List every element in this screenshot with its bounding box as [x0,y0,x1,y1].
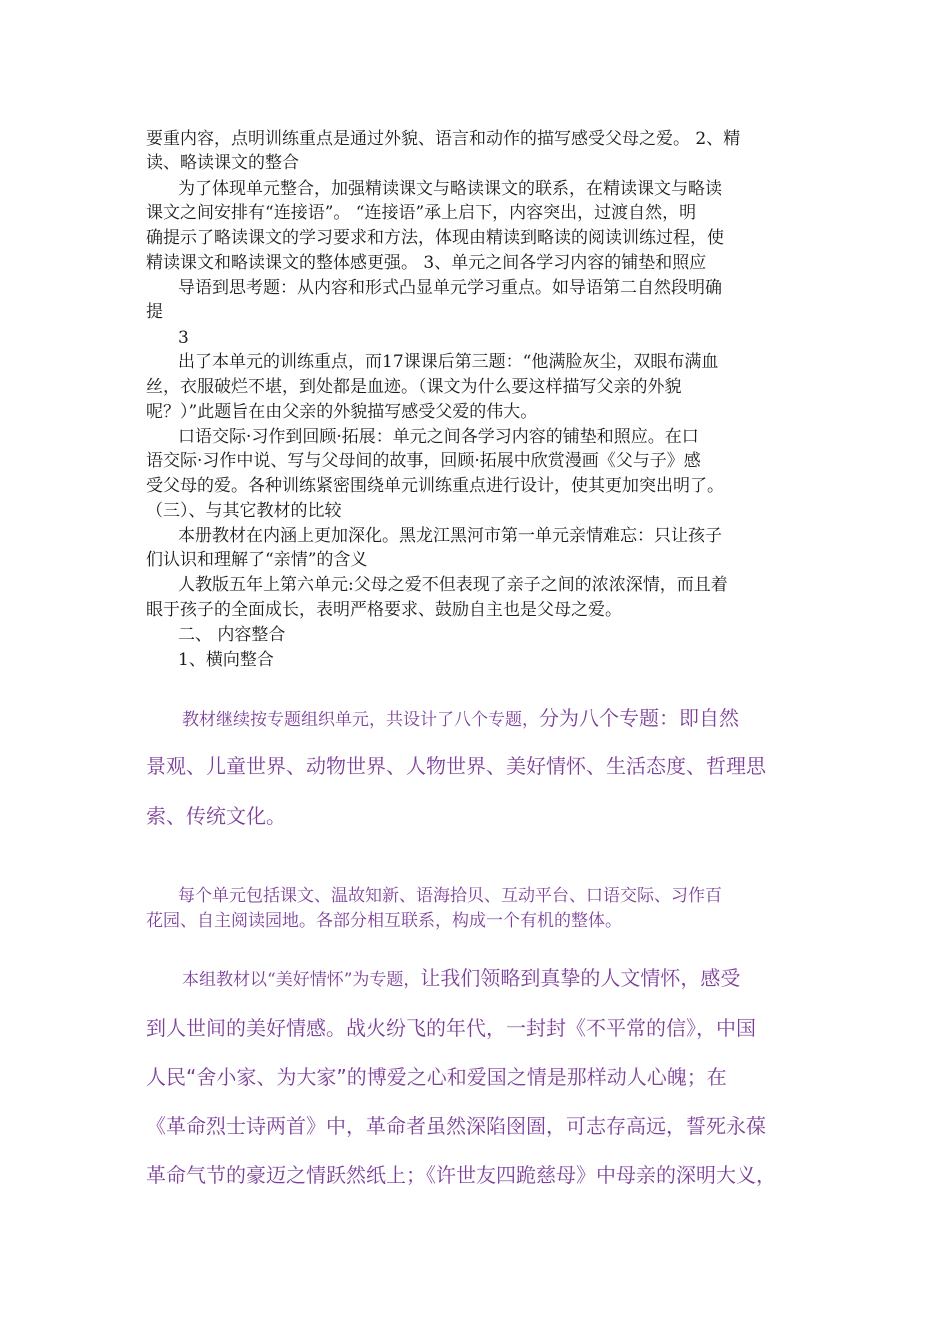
text-line: 导语到思考题：从内容和形式凸显单元学习重点。如导语第二自然段明确 [178,278,722,298]
purple-line: 景观、儿童世界、动物世界、人物世界、美好情怀、生活态度、哲理思 [146,754,766,778]
purple-line: 索、传统文化。 [146,804,286,828]
section-heading: 二、 内容整合 [178,625,286,645]
purple-line-regular: 教材继续按专题组织单元，共设计了八个专题， [182,710,539,730]
text-line: 为了体现单元整合，加强精读课文与略读课文的联系，在精读课文与略读 [178,179,722,199]
text-line: 读、略读课文的整合 [146,153,299,173]
text-line: 要重内容，点明训练重点是通过外貌、语言和动作的描写感受父母之爱。 2、精 [146,129,741,149]
purple-line-bold: 让我们领略到真挚的人文情怀，感受 [420,966,741,990]
subsection-heading: 1、横向整合 [178,650,274,670]
purple-line: 到人世间的美好情感。战火纷飞的年代，一封封《不平常的信》，中国 [146,1016,756,1040]
purple-line: 革命气节的豪迈之情跃然纸上；《许世友四跪慈母》中母亲的深明大义， [146,1163,776,1187]
purple-line-bold: 分为八个专题：即自然 [539,706,739,730]
text-line: 确提示了略读课文的学习要求和方法，体现由精读到略读的阅读训练过程，使 [146,228,724,248]
section-heading: （三）、与其它教材的比较 [146,501,342,521]
text-line: 眼于孩子的全面成长，表明严格要求、鼓励自主也是父母之爱。 [146,600,622,620]
text-line: 课文之间安排有“连接语”。 “连接语”承上启下，内容突出，过渡自然，明 [146,203,697,223]
purple-line [182,964,806,994]
purple-line: 花园、自主阅读园地。各部分相互联系，构成一个有机的整体。 [146,911,622,931]
purple-line: 《革命烈士诗两首》中，革命者虽然深陷囹圄，可志存高远，誓死永葆 [146,1114,766,1138]
text-line: 本册教材在内涵上更加深化。黑龙江黑河市第一单元亲情难忘：只让孩子 [178,526,722,546]
text-line: 出了本单元的训练重点，而17课课后第三题：“他满脸灰尘，双眼布满血 [178,352,719,372]
page-number: 3 [178,328,189,348]
text-line: 丝，衣服破烂不堪，到处都是血迹。（课文为什么要这样描写父亲的外貌 [146,377,682,397]
text-line: 语交际·习作中说、写与父母间的故事，回顾·拓展中欣赏漫画《父与子》感 [146,451,701,471]
purple-line: 每个单元包括课文、温故知新、语海拾贝、互动平台、口语交际、习作百 [178,886,722,906]
text-line: 提 [146,302,163,322]
text-line: 们认识和理解了“亲情”的含义 [146,550,368,570]
text-line: 口语交际·习作到回顾·拓展：单元之间各学习内容的铺垫和照应。在口 [178,427,699,447]
purple-line: 人民“舍小家、为大家”的博爱之心和爱国之情是那样动人心魄；在 [146,1065,727,1089]
text-line: 受父母的爱。各种训练紧密围绕单元训练重点进行设计，使其更加突出明了。 [146,476,724,496]
purple-line [182,704,806,734]
text-line: 精读课文和略读课文的整体感更强。 3、单元之间各学习内容的铺垫和照应 [146,253,707,273]
purple-line-regular: 本组教材以“美好情怀”为专题， [182,970,421,990]
text-line: 人教版五年上第六单元:父母之爱不但表现了亲子之间的浓浓深情，而且着 [178,575,728,595]
text-line: 呢？）”此题旨在由父亲的外貌描写感受父爱的伟大。 [146,402,538,422]
